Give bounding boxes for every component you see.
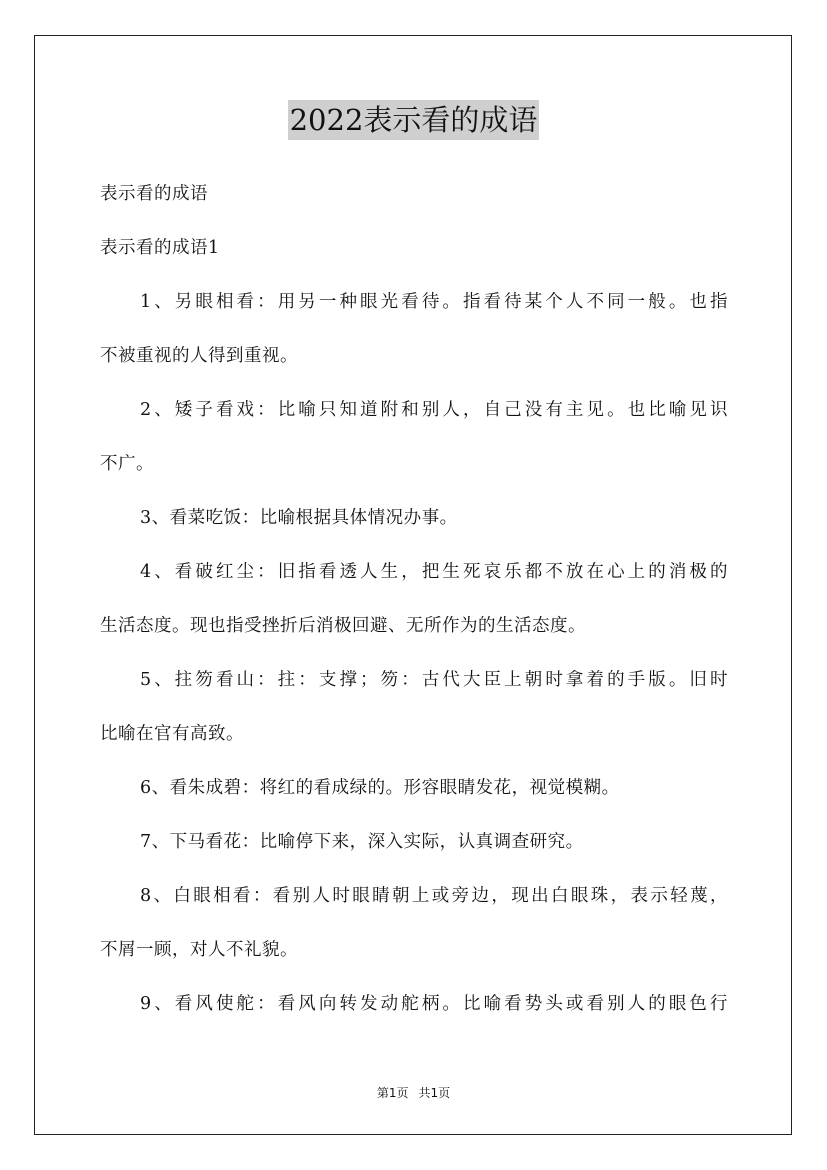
subtitle: 表示看的成语 <box>100 184 208 204</box>
paragraph-line: 1、另眼相看：用另一种眼光看待。指看待某个人不同一般。也指 <box>140 292 728 312</box>
paragraph-line: 不屑一顾，对人不礼貌。 <box>100 940 298 960</box>
paragraph-line: 6、看朱成碧：将红的看成绿的。形容眼睛发花，视觉模糊。 <box>140 778 620 798</box>
paragraph-line: 5、拄笏看山：拄：支撑；笏：古代大臣上朝时拿着的手版。旧时 <box>140 670 728 690</box>
paragraph-line: 7、下马看花：比喻停下来，深入实际，认真调查研究。 <box>140 832 584 852</box>
paragraph-line: 不被重视的人得到重视。 <box>100 346 298 366</box>
paragraph-line: 4、看破红尘：旧指看透人生，把生死哀乐都不放在心上的消极的 <box>140 562 728 582</box>
section-heading: 表示看的成语1 <box>100 238 220 258</box>
title-wrap <box>0 100 827 140</box>
paragraph-line: 不广。 <box>100 454 154 474</box>
page-footer <box>0 1084 827 1101</box>
document-title: 2022表示看的成语 <box>288 100 540 140</box>
paragraph-line: 生活态度。现也指受挫折后消极回避、无所作为的生活态度。 <box>100 616 586 636</box>
page-number: 第1页 <box>376 1086 409 1100</box>
page-total: 共1页 <box>418 1086 451 1100</box>
paragraph-line: 8、白眼相看：看别人时眼睛朝上或旁边，现出白眼珠，表示轻蔑， <box>140 886 728 906</box>
paragraph-line: 3、看菜吃饭：比喻根据具体情况办事。 <box>140 508 458 528</box>
paragraph-line: 2、矮子看戏：比喻只知道附和别人，自己没有主见。也比喻见识 <box>140 400 728 420</box>
paragraph-line: 9、看风使舵：看风向转发动舵柄。比喻看势头或看别人的眼色行 <box>140 994 728 1014</box>
paragraph-line: 比喻在官有高致。 <box>100 724 244 744</box>
